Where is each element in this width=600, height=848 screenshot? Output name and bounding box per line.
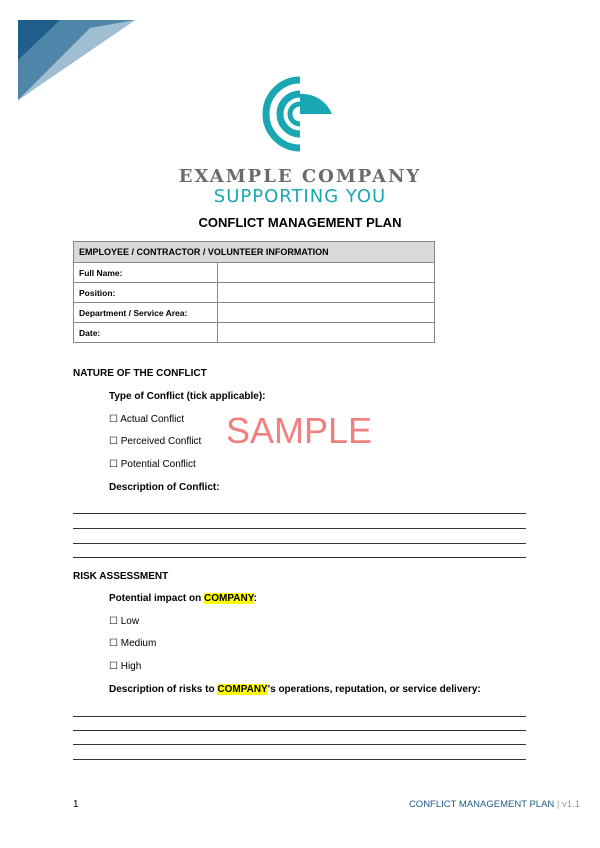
potential-conflict-checkbox[interactable]: ☐ Potential Conflict (109, 459, 196, 470)
risk-description-label (109, 684, 481, 695)
conflict-type-label: Type of Conflict (tick applicable): (109, 391, 266, 402)
low-impact-checkbox[interactable]: ☐ Low (109, 616, 140, 627)
document-title: CONFLICT MANAGEMENT PLAN (198, 215, 402, 230)
date-field[interactable] (218, 323, 435, 343)
table-row (74, 303, 435, 323)
risk-desc-prefix: Description of risks to (109, 684, 218, 695)
position-field[interactable] (218, 283, 435, 303)
company-name: EXAMPLE COMPANY (178, 166, 422, 187)
table-row (74, 283, 435, 303)
actual-conflict-checkbox[interactable]: ☐ Actual Conflict (109, 414, 185, 425)
risk-desc-suffix: 's operations, reputation, or service delivery: (267, 684, 481, 695)
impact-company-highlight: COMPANY (204, 593, 254, 604)
impact-label (109, 593, 257, 604)
conflict-description-label: Description of Conflict: (109, 482, 220, 493)
date-label: Date: (74, 323, 218, 343)
sample-watermark: SAMPLE (226, 410, 373, 451)
medium-impact-checkbox[interactable]: ☐ Medium (109, 638, 157, 649)
footer-separator: | (556, 799, 560, 810)
table-row (74, 323, 435, 343)
full-name-label: Full Name: (74, 263, 218, 283)
corner-decoration (0, 0, 140, 110)
conflict-description-line-1[interactable] (73, 513, 526, 514)
conflict-description-line-3[interactable] (73, 543, 526, 544)
high-impact-checkbox[interactable]: ☐ High (109, 661, 142, 672)
footer-title: CONFLICT MANAGEMENT PLAN (408, 799, 555, 810)
info-table-heading: EMPLOYEE / CONTRACTOR / VOLUNTEER INFORMATION (74, 242, 435, 263)
page-number: 1 (73, 799, 79, 810)
risk-desc-company-highlight: COMPANY (217, 684, 268, 695)
risk-description-line-2[interactable] (73, 730, 526, 731)
info-table (73, 241, 435, 343)
conflict-description-line-2[interactable] (73, 528, 526, 529)
company-logo-icon (262, 76, 338, 158)
company-tagline: SUPPORTING YOU (213, 186, 387, 207)
footer (409, 799, 580, 810)
department-label: Department / Service Area: (74, 303, 218, 323)
info-table-header-row (74, 242, 435, 263)
risk-heading: RISK ASSESSMENT (73, 571, 169, 582)
position-label: Position: (74, 283, 218, 303)
conflict-description-line-4[interactable] (73, 557, 526, 558)
impact-suffix: : (253, 593, 257, 604)
full-name-field[interactable] (218, 263, 435, 283)
risk-description-line-1[interactable] (73, 716, 526, 717)
table-row (74, 263, 435, 283)
department-field[interactable] (218, 303, 435, 323)
footer-version: v1.1 (562, 799, 580, 810)
risk-description-line-4[interactable] (73, 759, 526, 760)
nature-heading: NATURE OF THE CONFLICT (73, 368, 207, 379)
perceived-conflict-checkbox[interactable]: ☐ Perceived Conflict (109, 436, 202, 447)
risk-description-line-3[interactable] (73, 744, 526, 745)
impact-prefix: Potential impact on (109, 593, 205, 604)
